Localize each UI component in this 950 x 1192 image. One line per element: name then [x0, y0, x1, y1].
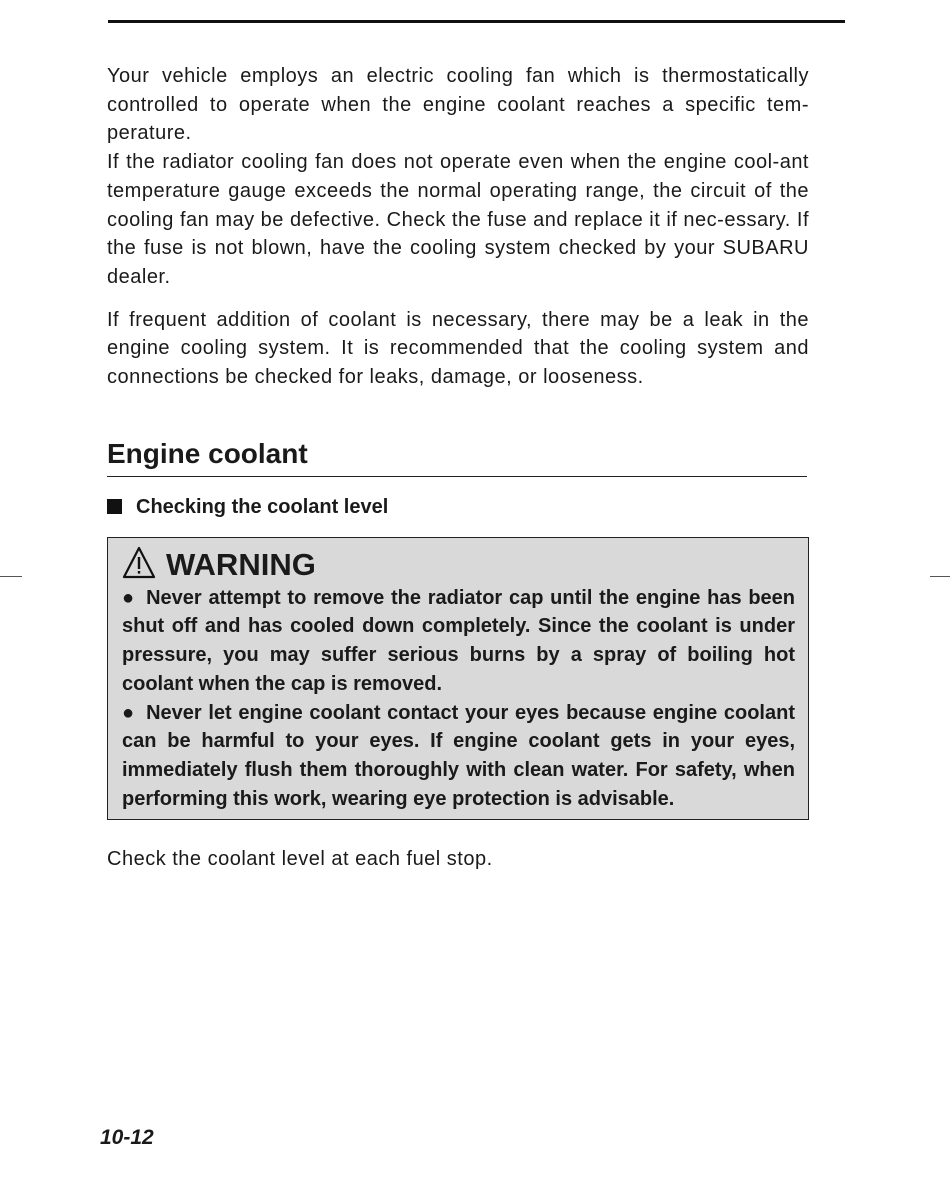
- square-bullet-icon: [107, 499, 122, 514]
- page-number: 10-12: [100, 1126, 154, 1149]
- bullet-icon: ●: [122, 586, 135, 609]
- warning-item-text: Never let engine coolant contact your eyes because engine coolant can be harmful to your eyes. If engine coolant gets in your eyes, immediately flush them thoroughly with clean water. For safety, when performing this work, wearing eye protection is advisable.: [122, 701, 795, 810]
- warning-item-text: Never attempt to remove the radiator cap until the engine has been shut off and has cooled down completely. Since the coolant is under pressure, you may suffer serious burns by a spray of boiling hot coolant when the cap is removed.: [122, 586, 795, 695]
- warning-triangle-icon: [122, 546, 156, 580]
- warning-title: WARNING: [166, 546, 316, 582]
- paragraph-fan: Your vehicle employs an electric cooling fan which is thermostatically controlled to operate when the engine coolant reaches a specific tem-perature.: [107, 65, 809, 145]
- paragraph-leak: If frequent addition of coolant is necessary, there may be a leak in the engine cooling system. It is recommended that the cooling system and connections be checked for leaks, damage, or looseness.: [107, 308, 809, 389]
- paragraph-check-level: Check the coolant level at each fuel stop.: [107, 848, 493, 871]
- warning-header: [122, 546, 795, 584]
- crop-mark-right: [930, 576, 950, 577]
- warning-item: [122, 584, 795, 699]
- page-content: [107, 62, 809, 874]
- section-heading: Engine coolant: [107, 436, 807, 477]
- bullet-icon: ●: [122, 701, 135, 724]
- warning-item: [122, 699, 795, 814]
- crop-mark-left: [0, 576, 22, 577]
- subheading-text: Checking the coolant level: [136, 495, 389, 518]
- subheading: [107, 493, 809, 521]
- paragraph-fan-check: If the radiator cooling fan does not operate even when the engine cool-ant temperature gauge exceeds the normal operating range, the circuit of the cooling fan may be defective. Check the fuse and replace it if nec-essary. If the fuse is not blown, have the cooling system checked by your SUBARU dealer.: [107, 151, 809, 288]
- warning-box: [107, 537, 809, 821]
- top-rule: [108, 20, 845, 23]
